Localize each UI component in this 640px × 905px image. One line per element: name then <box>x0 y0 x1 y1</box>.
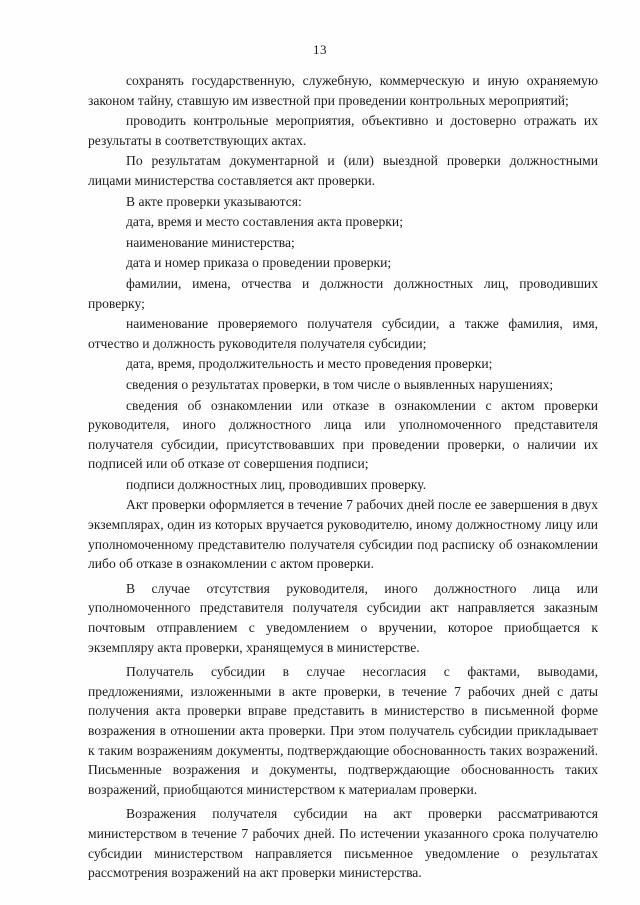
paragraph: проводить контрольные мероприятия, объективно и достоверно отражать их результаты в соответствующих актах. <box>88 113 598 148</box>
paragraph: По результатам документарной и (или) выездной проверки должностными лицами министерства составляется акт проверки. <box>88 153 598 188</box>
paragraph: Акт проверки оформляется в течение 7 рабочих дней после ее завершения в двух экземплярах, один из которых вручается руководителю, иному должностному лицу или уполномоченному представителю получателя субсидии под расписку об ознакомлении либо об отказе в ознакомлении с актом проверки. <box>88 497 598 572</box>
paragraph: подписи должностных лиц, проводивших проверку. <box>126 476 427 492</box>
paragraph: сведения об ознакомлении или отказе в ознакомлении с актом проверки руководителя, иного должностного лица или уполномоченного представителя получателя субсидии, присутствовавших при проведении проверки, о наличии их подписей или об отказе от совершения подписи; <box>88 397 598 472</box>
paragraph: дата и номер приказа о проведении проверки; <box>126 255 392 271</box>
paragraph: В случае отсутствия руководителя, иного должностного лица или уполномоченного представителя получателя субсидии акт направляется заказным почтовым отправлением с уведомлением о вручении, которое приобщается к экземпляру акта проверки, хранящемуся в министерстве. <box>88 580 598 655</box>
paragraph: дата, время, продолжительность и место проведения проверки; <box>126 356 493 372</box>
paragraph: Возражения получателя субсидии на акт проверки рассматриваются министерством в течение 7 рабочих дней. По истечении указанного срока получателю субсидии министерством направляется письменное уведомление о результатах рассмотрения возражений на акт проверки министерства. <box>88 806 598 881</box>
paragraph: Получатель субсидии в случае несогласия с фактами, выводами, предложениями, изложенными в акте проверки, в течение 7 рабочих дней с даты получения акта проверки вправе представить в министерство в письменной форме возражения в отношении акта проверки. При этом получатель субсидии прикладывает к таким возражениям документы, подтверждающие обоснованность таких возражений. Письменные возражения и документы, подтверждающие обоснованность таких возражений, приобщаются министерством к материалам проверки. <box>88 664 598 797</box>
document-body <box>88 71 598 883</box>
paragraph: фамилии, имена, отчества и должности должностных лиц, проводивших проверку; <box>88 275 598 311</box>
paragraph: В акте проверки указываются: <box>126 193 302 209</box>
paragraph: дата, время и место составления акта проверки; <box>126 214 403 230</box>
paragraph: сведения о результатах проверки, в том числе о выявленных нарушениях; <box>126 376 554 392</box>
paragraph: наименование министерства; <box>126 234 295 250</box>
paragraph: наименование проверяемого получателя субсидии, а также фамилия, имя, отчество и должность руководителя получателя субсидии; <box>88 316 598 351</box>
page-number: 13 <box>313 42 327 57</box>
paragraph: сохранять государственную, служебную, коммерческую и иную охраняемую законом тайну, ставшую им известной при проведении контрольных мероприятий; <box>88 73 598 108</box>
